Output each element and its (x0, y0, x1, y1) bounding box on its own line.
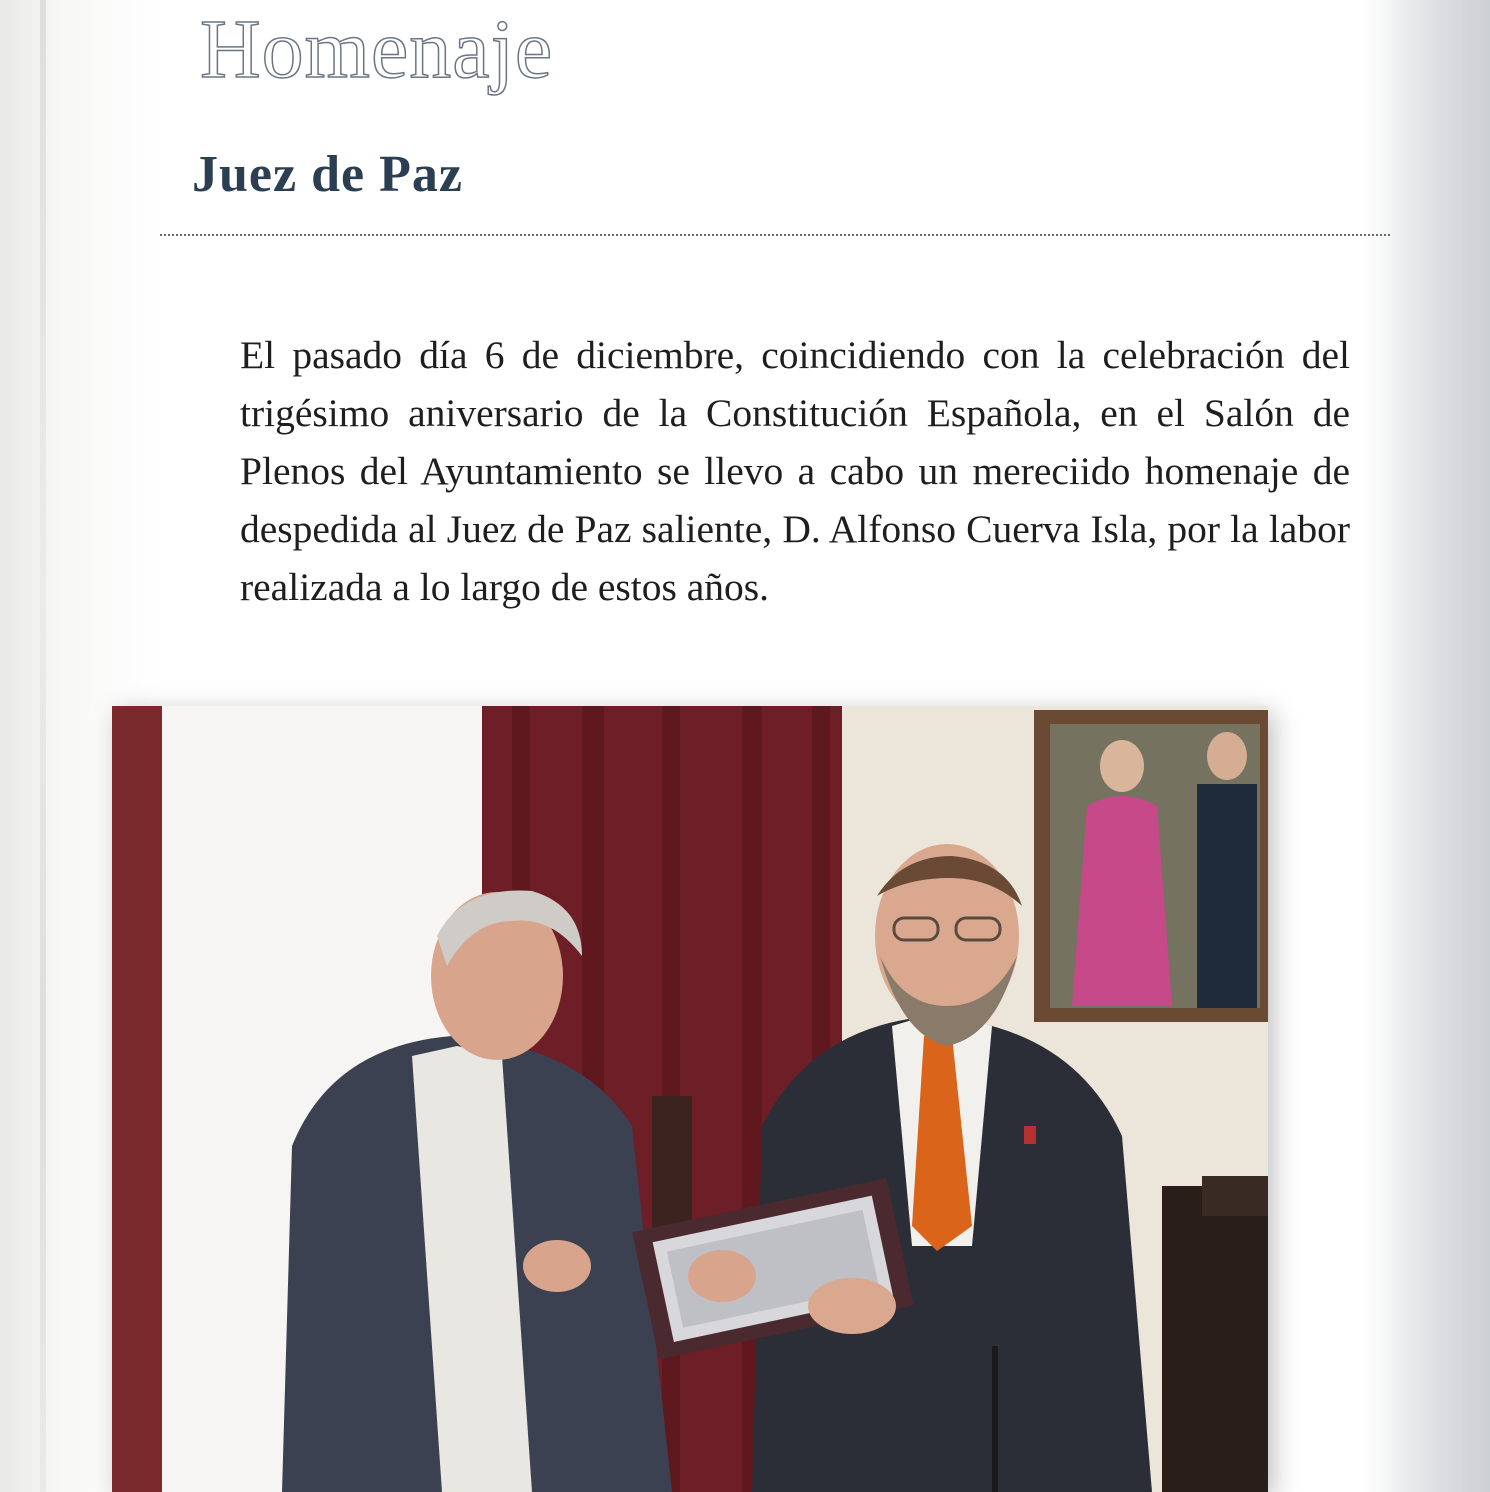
photo-illustration (112, 706, 1268, 1492)
article-title: Juez de Paz (192, 146, 463, 203)
photo-left-curtain (112, 706, 162, 1492)
page-binding-edge (40, 0, 46, 1492)
title-divider (160, 234, 1390, 236)
article-photo (112, 706, 1268, 1492)
page-fold-shadow (1380, 0, 1490, 1492)
section-title: Homenaje (200, 3, 554, 96)
article-body: El pasado día 6 de diciembre, coincidiendo con la celebración del trigésimo aniversario de la Constitución Española, en el Salón de Plenos del Ayuntamiento se llevo a cabo un mereciido homenaje de despedida al Juez de Paz saliente, D. Alfonso Cuerva Isla, por la labor realizada a lo largo de estos años. (240, 333, 1350, 609)
